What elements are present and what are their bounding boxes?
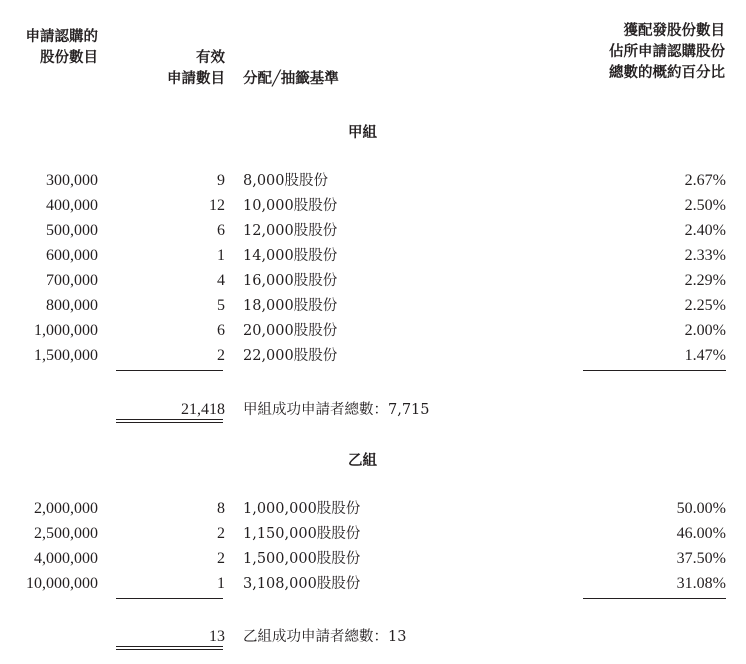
header-approx-percentage-line2: 佔所申請認購股份 bbox=[609, 43, 725, 60]
allocation-basis-cell: 1,500,000股股份 bbox=[243, 551, 361, 567]
valid-applications-cell: 2 bbox=[217, 550, 225, 567]
shares-applied-cell: 2,000,000 bbox=[34, 500, 98, 517]
allocation-basis-cell: 12,000股股份 bbox=[243, 223, 338, 239]
allocation-basis-cell: 16,000股股份 bbox=[243, 273, 338, 289]
shares-applied-cell: 2,500,000 bbox=[34, 525, 98, 542]
allocation-basis-cell: 18,000股股份 bbox=[243, 298, 338, 314]
valid-applications-cell: 4 bbox=[217, 272, 225, 289]
header-approx-percentage-line1: 獲配發股份數目 bbox=[623, 22, 725, 39]
shares-applied-cell: 1,000,000 bbox=[34, 322, 98, 339]
shares-applied-cell: 300,000 bbox=[46, 172, 98, 189]
approx-percentage-cell: 31.08% bbox=[676, 575, 726, 592]
shares-applied-cell: 800,000 bbox=[46, 297, 98, 314]
shares-applied-cell: 400,000 bbox=[46, 197, 98, 214]
header-valid-applications-line2: 申請數目 bbox=[167, 70, 225, 87]
shares-applied-cell: 1,500,000 bbox=[34, 347, 98, 364]
group-b-count-subtotal-line bbox=[116, 598, 223, 599]
group-a-count-subtotal-line bbox=[116, 370, 223, 371]
allocation-basis-cell: 1,150,000股股份 bbox=[243, 526, 361, 542]
shares-applied-cell: 500,000 bbox=[46, 222, 98, 239]
shares-applied-cell: 4,000,000 bbox=[34, 550, 98, 567]
header-valid-applications bbox=[167, 47, 225, 89]
header-shares-applied-line2: 股份數目 bbox=[40, 49, 98, 66]
header-approx-percentage-line3: 總數的概約百分比 bbox=[609, 64, 725, 81]
shares-applied-cell: 600,000 bbox=[46, 247, 98, 264]
valid-applications-cell: 6 bbox=[217, 322, 225, 339]
valid-applications-cell: 2 bbox=[217, 347, 225, 364]
header-allocation-basis: 分配╱抽籤基準 bbox=[243, 70, 339, 87]
valid-applications-cell: 2 bbox=[217, 525, 225, 542]
allocation-basis-cell: 14,000股股份 bbox=[243, 248, 338, 264]
valid-applications-cell: 1 bbox=[217, 247, 225, 264]
group-b-pct-subtotal-line bbox=[583, 598, 726, 599]
allocation-basis-cell: 1,000,000股股份 bbox=[243, 501, 361, 517]
approx-percentage-cell: 46.00% bbox=[676, 525, 726, 542]
group-a-total-double-line bbox=[116, 419, 223, 423]
group-b-title: 乙組 bbox=[348, 452, 377, 469]
approx-percentage-cell: 2.50% bbox=[684, 197, 726, 214]
approx-percentage-cell: 2.29% bbox=[684, 272, 726, 289]
approx-percentage-cell: 2.40% bbox=[684, 222, 726, 239]
approx-percentage-cell: 2.33% bbox=[684, 247, 726, 264]
allocation-basis-cell: 20,000股股份 bbox=[243, 323, 338, 339]
group-a-pct-subtotal-line bbox=[583, 370, 726, 371]
header-shares-applied bbox=[26, 26, 99, 68]
group-b-summary: 乙組成功申請者總數：13 bbox=[243, 629, 407, 645]
approx-percentage-cell: 2.67% bbox=[684, 172, 726, 189]
valid-applications-cell: 6 bbox=[217, 222, 225, 239]
group-a-summary: 甲組成功申請者總數：7,715 bbox=[243, 402, 430, 418]
valid-applications-cell: 8 bbox=[217, 500, 225, 517]
allocation-basis-cell: 10,000股股份 bbox=[243, 198, 338, 214]
valid-applications-cell: 5 bbox=[217, 297, 225, 314]
approx-percentage-cell: 50.00% bbox=[676, 500, 726, 517]
approx-percentage-cell: 2.00% bbox=[684, 322, 726, 339]
approx-percentage-cell: 1.47% bbox=[684, 347, 726, 364]
approx-percentage-cell: 37.50% bbox=[676, 550, 726, 567]
allocation-basis-cell: 8,000股股份 bbox=[243, 173, 329, 189]
group-a-total: 21,418 bbox=[181, 401, 225, 418]
valid-applications-cell: 1 bbox=[217, 575, 225, 592]
header-valid-applications-line1: 有效 bbox=[196, 49, 225, 66]
allocation-basis-cell: 22,000股股份 bbox=[243, 348, 338, 364]
valid-applications-cell: 12 bbox=[209, 197, 225, 214]
group-b-total: 13 bbox=[209, 628, 225, 645]
header-shares-applied-line1: 申請認購的 bbox=[25, 28, 98, 45]
shares-applied-cell: 700,000 bbox=[46, 272, 98, 289]
shares-applied-cell: 10,000,000 bbox=[26, 575, 98, 592]
header-approx-percentage bbox=[609, 20, 725, 83]
valid-applications-cell: 9 bbox=[217, 172, 225, 189]
approx-percentage-cell: 2.25% bbox=[684, 297, 726, 314]
group-a-title: 甲組 bbox=[348, 124, 377, 141]
allocation-basis-cell: 3,108,000股股份 bbox=[243, 576, 361, 592]
group-b-total-double-line bbox=[116, 646, 223, 650]
